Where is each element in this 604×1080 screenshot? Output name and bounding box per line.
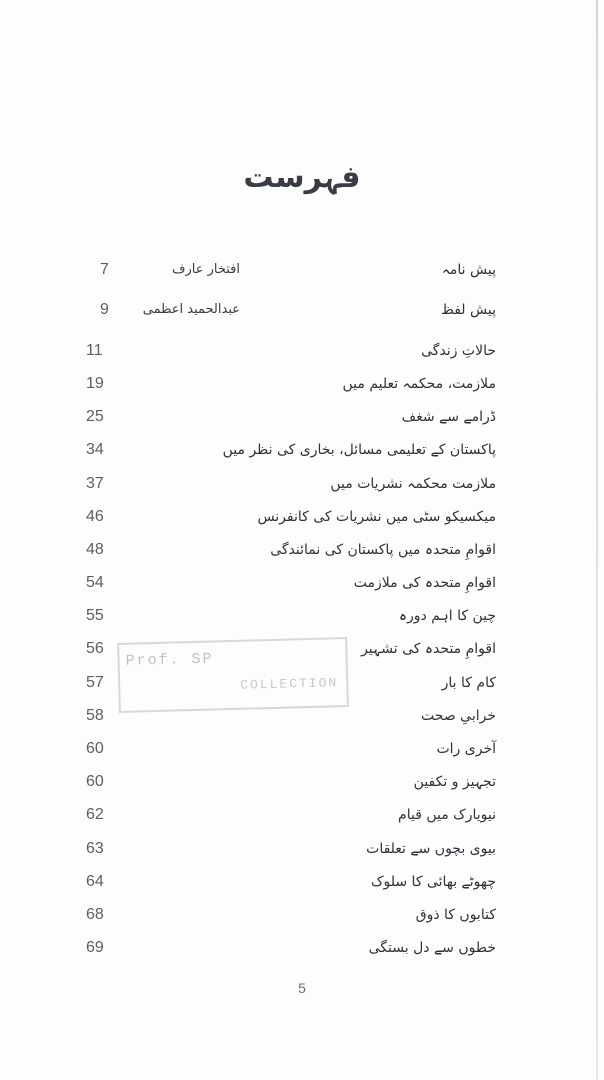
toc-entry-author: افتخار عارف (172, 262, 240, 277)
page-number: 5 (298, 980, 306, 996)
toc-entry-title: پیش نامہ (441, 262, 496, 278)
toc-entry (0, 568, 604, 598)
toc-entry-title: حالاتِ زندگی (421, 343, 496, 359)
stamp-text: Prof. SP (125, 650, 214, 670)
stamp-text: COLLECTION (240, 675, 339, 693)
toc-entry (0, 336, 604, 366)
toc-entry (0, 502, 604, 532)
toc-entry-title: کام کا بار (441, 675, 496, 691)
toc-entry (0, 867, 604, 897)
toc-entry-title: خطوں سے دل بستگی (368, 940, 496, 956)
toc-entry (0, 834, 604, 864)
toc-entry (0, 800, 604, 830)
toc-entry-title: پاکستان کے تعلیمی مسائل، بخاری کی نظر میں (222, 442, 496, 458)
toc-entry (0, 435, 604, 465)
toc-entry-page: 63 (86, 840, 104, 857)
toc-entry-title: خرابیِ صحت (421, 708, 496, 724)
toc-entry-title: اقوامِ متحدہ میں پاکستان کی نمائندگی (270, 542, 496, 558)
toc-entry-title: ملازمت محکمہ نشریات میں (330, 476, 496, 492)
toc-entry-page: 37 (86, 475, 104, 492)
toc-entry-author: عبدالحمید اعظمی (142, 302, 240, 317)
toc-entry-title: کتابوں کا ذوق (415, 907, 496, 923)
toc-entry-page: 46 (86, 508, 104, 525)
toc-entry-page: 58 (86, 707, 104, 724)
toc-entry-page: 56 (86, 640, 104, 657)
toc-entry-page: 57 (86, 674, 104, 691)
toc-entry-title: ڈرامے سے شغف (401, 409, 496, 425)
toc-entry-page: 69 (86, 939, 104, 956)
toc-entry (0, 369, 604, 399)
toc-entry-title: چھوٹے بھائی کا سلوک (370, 874, 496, 890)
toc-entry-title: اقوامِ متحدہ کی تشہیر (361, 641, 496, 657)
toc-entry-title: تجہیز و تکفین (413, 774, 496, 790)
toc-entry-page: 19 (86, 375, 104, 392)
library-stamp (117, 637, 349, 713)
toc-entry (0, 900, 604, 930)
toc-entry-title: پیش لفظ (440, 302, 496, 318)
toc-entry-page: 11 (86, 342, 103, 359)
toc-entry-title: میکسیکو سٹی میں نشریات کی کانفرنس (257, 509, 496, 525)
toc-entry (0, 535, 604, 565)
toc-entry-title: ملازمت، محکمہ تعلیم میں (342, 376, 496, 392)
toc-entry-page: 60 (86, 773, 104, 790)
toc-entry-page: 60 (86, 740, 104, 757)
toc-entry-title: نیویارک میں قیام (398, 807, 496, 823)
toc-entry-title: آخری رات (436, 741, 496, 757)
toc-entry (0, 402, 604, 432)
toc-entry-page: 55 (86, 607, 104, 624)
toc-entry (0, 255, 604, 285)
toc-entry-page: 64 (86, 873, 104, 890)
toc-entry-title: اقوامِ متحدہ کی ملازمت (353, 575, 496, 591)
toc-entry (0, 933, 604, 963)
toc-entry-page: 9 (100, 301, 109, 318)
toc-entry (0, 295, 604, 325)
toc-entry-page: 48 (86, 541, 104, 558)
toc-entry-page: 62 (86, 806, 104, 823)
toc-entry-page: 25 (86, 408, 104, 425)
toc-entry-title: بیوی بچوں سے تعلقات (366, 841, 496, 857)
toc-entry-page: 7 (100, 261, 109, 278)
toc-entry (0, 767, 604, 797)
toc-entry (0, 601, 604, 631)
toc-entry (0, 469, 604, 499)
toc-entry-title: چین کا اہم دورہ (398, 608, 496, 624)
toc-entry-page: 68 (86, 906, 104, 923)
toc-entry-page: 34 (86, 441, 104, 458)
toc-entry-page: 54 (86, 574, 104, 591)
page-title: فہرست (243, 160, 361, 195)
toc-entry (0, 734, 604, 764)
